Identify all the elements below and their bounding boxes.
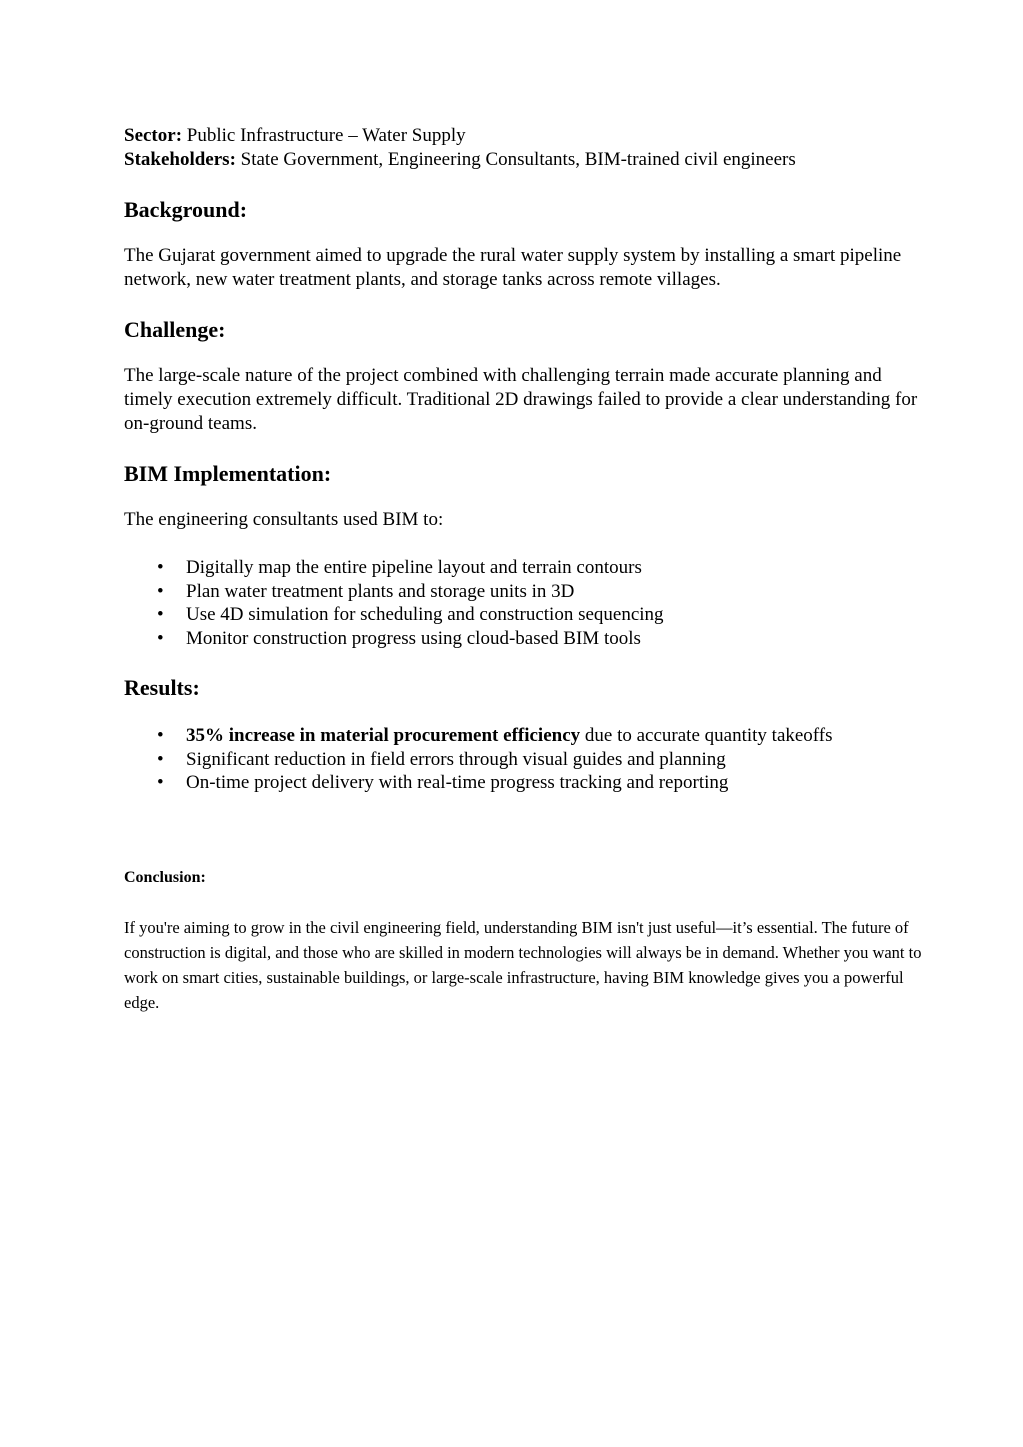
sector-line	[124, 124, 924, 148]
bullet-icon: •	[157, 604, 164, 625]
bullet-icon: •	[157, 627, 164, 649]
bim-item-text: Digitally map the entire pipeline layout and terrain contours	[186, 557, 642, 578]
list-item	[124, 603, 924, 627]
results-item-text: Significant reduction in field errors through visual guides and planning	[186, 748, 726, 770]
challenge-heading: Challenge:	[124, 317, 226, 342]
conclusion-text: If you're aiming to grow in the civil engineering field, understanding BIM isn't just useful—it’s essential. The future of construction is digital, and those who are skilled in modern technologies will always be in demand. Whether you want to work on smart cities, sustainable buildings, or large-scale infrastructure, having BIM knowledge gives you a powerful edge.	[124, 917, 922, 1012]
stakeholders-value: State Government, Engineering Consultants, BIM-trained civil engineers	[235, 149, 796, 170]
bim-item-text: Monitor construction progress using cloud-based BIM tools	[186, 627, 641, 649]
results-item-bold: 35% increase in material procurement efficiency	[186, 725, 581, 746]
bullet-icon: •	[157, 772, 164, 793]
bim-heading: BIM Implementation:	[124, 461, 332, 486]
background-heading: Background:	[124, 197, 248, 222]
bim-item-text: Plan water treatment plants and storage units in 3D	[186, 580, 575, 602]
results-heading: Results:	[124, 675, 200, 700]
results-item-text: On-time project delivery with real-time progress tracking and reporting	[186, 772, 729, 793]
results-list	[124, 724, 924, 795]
bullet-icon: •	[157, 557, 164, 578]
bullet-icon: •	[157, 725, 164, 746]
list-item	[124, 724, 924, 748]
stakeholders-label: Stakeholders:	[124, 149, 236, 170]
bullet-icon: •	[157, 748, 164, 770]
sector-value: Public Infrastructure – Water Supply	[182, 125, 466, 146]
conclusion-heading: Conclusion:	[124, 868, 206, 886]
list-item	[124, 627, 924, 651]
list-item	[124, 580, 924, 604]
bullet-icon: •	[157, 580, 164, 602]
results-item-text: due to accurate quantity takeoffs	[580, 725, 833, 746]
challenge-text: The large-scale nature of the project combined with challenging terrain made accurate planning and timely execution extremely difficult. Traditional 2D drawings failed to provide a clear understanding for on-ground teams.	[124, 365, 918, 434]
document-page	[124, 124, 924, 1015]
bim-intro: The engineering consultants used BIM to:	[124, 509, 444, 530]
list-item	[124, 556, 924, 580]
list-item	[124, 771, 924, 795]
background-text: The Gujarat government aimed to upgrade the rural water supply system by installing a smart pipeline network, new water treatment plants, and storage tanks across remote villages.	[124, 245, 902, 290]
sector-label: Sector:	[124, 125, 183, 146]
bim-item-text: Use 4D simulation for scheduling and construction sequencing	[186, 604, 664, 625]
bim-list	[124, 556, 924, 650]
list-item	[124, 748, 924, 772]
stakeholders-line	[124, 148, 924, 172]
